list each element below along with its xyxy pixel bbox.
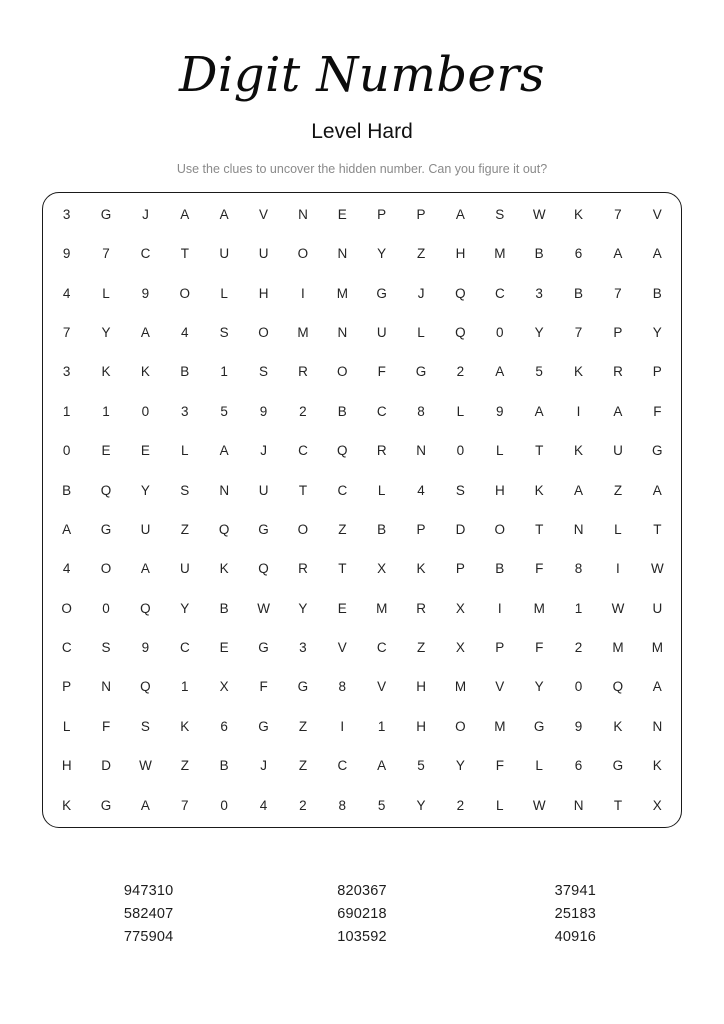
word-list-column xyxy=(42,880,255,949)
grid-cell[interactable]: K xyxy=(416,561,426,577)
grid-cell[interactable]: W xyxy=(532,797,546,813)
grid-cell[interactable]: G xyxy=(258,521,269,537)
grid-cell[interactable]: 0 xyxy=(62,443,71,459)
grid-cell[interactable]: P xyxy=(613,325,623,341)
grid-cell[interactable]: E xyxy=(337,600,347,616)
grid-cell[interactable]: C xyxy=(298,443,308,459)
grid-cell[interactable]: Q xyxy=(455,325,466,341)
grid-cell[interactable]: L xyxy=(496,797,504,813)
grid-cell[interactable]: G xyxy=(652,443,663,459)
grid-cell[interactable]: C xyxy=(494,285,505,301)
grid-cell[interactable]: W xyxy=(139,758,152,774)
grid-cell[interactable]: V xyxy=(495,679,505,695)
grid-cell[interactable]: S xyxy=(180,482,190,498)
grid-cell[interactable]: Y xyxy=(101,325,111,341)
word-list-item[interactable]: 820367 xyxy=(337,883,387,899)
grid-cell[interactable]: Y xyxy=(534,325,544,341)
grid-cell[interactable]: A xyxy=(455,206,465,222)
grid-cell[interactable]: 9 xyxy=(574,718,583,734)
word-search-grid-container xyxy=(42,192,682,828)
grid-cell[interactable]: V xyxy=(652,206,662,222)
grid-cell[interactable]: W xyxy=(650,561,664,577)
grid-cell[interactable]: T xyxy=(180,246,189,262)
grid-cell[interactable]: 2 xyxy=(299,403,307,419)
grid-cell[interactable]: F xyxy=(259,679,268,695)
grid-cell[interactable]: 9 xyxy=(141,285,150,301)
grid-cell[interactable]: C xyxy=(337,482,348,498)
grid-cell[interactable]: M xyxy=(494,246,506,262)
grid-cell[interactable]: B xyxy=(219,758,229,774)
grid-cell[interactable]: P xyxy=(62,679,72,695)
grid-cell[interactable]: N xyxy=(337,246,348,262)
grid-cell[interactable]: D xyxy=(455,521,466,537)
grid-cell[interactable]: A xyxy=(140,325,150,341)
grid-cell[interactable]: J xyxy=(260,443,267,459)
grid-cell[interactable]: 7 xyxy=(181,797,189,813)
grid-cell[interactable]: J xyxy=(417,285,425,301)
grid-cell[interactable]: 9 xyxy=(259,403,268,419)
grid-cell[interactable]: B xyxy=(652,285,662,301)
grid-cell[interactable]: Q xyxy=(612,679,624,695)
grid-cell[interactable]: P xyxy=(455,561,465,577)
grid-cell[interactable]: Q xyxy=(218,521,230,537)
grid-cell[interactable]: O xyxy=(297,521,309,537)
grid-cell[interactable]: O xyxy=(100,561,112,577)
grid-cell[interactable]: Y xyxy=(534,679,544,695)
grid-cell[interactable]: 4 xyxy=(259,797,268,813)
grid-cell[interactable]: 1 xyxy=(574,600,583,616)
word-list-item[interactable]: 582407 xyxy=(123,906,174,922)
grid-cell[interactable]: 3 xyxy=(535,285,543,301)
grid-cell[interactable]: 3 xyxy=(62,206,71,222)
grid-cell[interactable]: F xyxy=(495,758,504,774)
grid-cell[interactable]: 1 xyxy=(377,718,386,734)
grid-cell[interactable]: 8 xyxy=(417,403,425,419)
grid-cell[interactable]: 9 xyxy=(141,640,150,656)
grid-cell[interactable]: 3 xyxy=(181,403,189,419)
grid-cell[interactable]: Z xyxy=(416,246,426,262)
grid-cell[interactable]: 2 xyxy=(456,364,465,380)
grid-cell[interactable]: F xyxy=(653,403,662,419)
grid-cell[interactable]: B xyxy=(534,246,544,262)
grid-cell[interactable]: 0 xyxy=(496,325,504,341)
grid-cell[interactable]: L xyxy=(181,443,189,459)
grid-cell[interactable]: Q xyxy=(140,679,151,695)
grid-cell[interactable]: 0 xyxy=(574,679,583,695)
grid-cell[interactable]: R xyxy=(416,600,426,616)
grid-cell[interactable]: M xyxy=(376,600,388,616)
grid-cell[interactable]: G xyxy=(258,718,269,734)
grid-cell[interactable]: E xyxy=(101,443,111,459)
grid-cell[interactable]: P xyxy=(416,521,426,537)
grid-cell[interactable]: O xyxy=(337,364,348,380)
grid-cell[interactable]: 1 xyxy=(181,679,189,695)
grid-cell[interactable]: K xyxy=(652,758,662,774)
grid-cell[interactable]: 9 xyxy=(62,246,71,262)
grid-cell[interactable]: H xyxy=(416,718,426,734)
grid-cell[interactable]: Z xyxy=(180,758,189,774)
grid-cell[interactable]: J xyxy=(142,206,149,222)
grid-cell[interactable]: S xyxy=(495,206,505,222)
grid-cell[interactable]: 8 xyxy=(338,679,347,695)
grid-cell[interactable]: 4 xyxy=(417,482,425,498)
grid-cell[interactable]: 0 xyxy=(102,600,110,616)
grid-cell[interactable]: B xyxy=(574,285,584,301)
grid-cell[interactable]: H xyxy=(494,482,505,498)
grid-cell[interactable]: H xyxy=(416,679,426,695)
grid-cell[interactable]: N xyxy=(219,482,230,498)
grid-cell[interactable]: B xyxy=(337,403,347,419)
grid-cell[interactable]: 8 xyxy=(574,561,583,577)
grid-cell[interactable]: V xyxy=(259,206,269,222)
page-title: Digit Numbers xyxy=(178,47,546,103)
grid-cell[interactable]: K xyxy=(62,797,72,813)
difficulty-level: Level Hard xyxy=(311,120,413,143)
grid-cell[interactable]: M xyxy=(612,640,624,656)
grid-cell[interactable]: Z xyxy=(180,521,189,537)
grid-cell[interactable]: L xyxy=(417,325,425,341)
grid-cell[interactable]: B xyxy=(377,521,387,537)
grid-cell[interactable]: 3 xyxy=(299,640,307,656)
grid-cell[interactable]: X xyxy=(455,640,465,656)
grid-cell[interactable]: 4 xyxy=(62,561,71,577)
grid-cell[interactable]: T xyxy=(653,521,662,537)
grid-cell[interactable]: N xyxy=(101,679,111,695)
word-list-item[interactable]: 40916 xyxy=(554,929,596,945)
grid-cell[interactable]: G xyxy=(100,206,112,222)
grid-cell[interactable]: 9 xyxy=(496,403,504,419)
grid-cell[interactable]: 7 xyxy=(614,285,622,301)
grid-cell[interactable]: O xyxy=(61,600,72,616)
grid-cell[interactable]: M xyxy=(297,325,309,341)
grid-cell[interactable]: K xyxy=(180,718,190,734)
grid-cell[interactable]: M xyxy=(494,718,506,734)
grid-cell[interactable]: Y xyxy=(140,482,150,498)
grid-cell[interactable]: Q xyxy=(140,600,151,616)
grid-cell[interactable]: R xyxy=(613,364,623,380)
grid-cell[interactable]: A xyxy=(377,758,387,774)
grid-cell[interactable]: M xyxy=(336,285,348,301)
grid-cell[interactable]: K xyxy=(574,443,584,459)
grid-cell[interactable]: Q xyxy=(455,285,466,301)
grid-cell[interactable]: W xyxy=(257,600,270,616)
grid-cell[interactable]: X xyxy=(377,561,387,577)
word-list-item[interactable]: 37941 xyxy=(554,883,596,899)
grid-cell[interactable]: G xyxy=(100,797,112,813)
grid-cell[interactable]: L xyxy=(614,521,622,537)
grid-cell[interactable]: 5 xyxy=(220,403,228,419)
grid-cell[interactable]: E xyxy=(219,640,229,656)
grid-cell[interactable]: Z xyxy=(298,718,308,734)
grid-cell[interactable]: B xyxy=(180,364,190,380)
grid-cell[interactable]: U xyxy=(219,246,230,262)
grid-cell[interactable]: L xyxy=(535,758,543,774)
grid-cell[interactable]: Y xyxy=(377,246,387,262)
grid-cell[interactable]: V xyxy=(377,679,387,695)
grid-cell[interactable]: G xyxy=(415,364,427,380)
grid-cell[interactable]: X xyxy=(219,679,229,695)
grid-cell[interactable]: 1 xyxy=(220,364,228,380)
grid-cell[interactable]: S xyxy=(259,364,269,380)
grid-cell[interactable]: F xyxy=(535,640,544,656)
grid-cell[interactable]: T xyxy=(338,561,347,577)
grid-cell[interactable]: W xyxy=(532,206,546,222)
grid-cell[interactable]: 1 xyxy=(62,403,71,419)
grid-cell[interactable]: G xyxy=(533,718,545,734)
grid-cell[interactable]: A xyxy=(495,364,505,380)
grid-cell[interactable]: F xyxy=(535,561,544,577)
grid-cell[interactable]: A xyxy=(140,561,150,577)
grid-cell[interactable]: 5 xyxy=(535,364,543,380)
grid-cell[interactable]: 2 xyxy=(299,797,307,813)
grid-cell[interactable]: A xyxy=(140,797,150,813)
grid-cell[interactable]: N xyxy=(573,797,584,813)
grid-cell[interactable]: S xyxy=(101,640,111,656)
grid-cell[interactable]: R xyxy=(298,364,308,380)
grid-cell[interactable]: F xyxy=(101,718,111,734)
grid-cell[interactable]: U xyxy=(376,325,387,341)
grid-cell[interactable]: R xyxy=(298,561,308,577)
grid-cell[interactable]: O xyxy=(297,246,309,262)
grid-cell[interactable]: I xyxy=(497,600,502,616)
grid-cell[interactable]: H xyxy=(455,246,466,262)
grid-cell[interactable]: Z xyxy=(338,521,347,537)
grid-cell[interactable]: Y xyxy=(416,797,426,813)
grid-cell[interactable]: B xyxy=(62,482,72,498)
grid-cell[interactable]: L xyxy=(496,443,504,459)
grid-cell[interactable]: C xyxy=(179,640,190,656)
grid-cell[interactable]: R xyxy=(376,443,387,459)
grid-cell[interactable]: X xyxy=(652,797,662,813)
grid-cell[interactable]: B xyxy=(495,561,505,577)
grid-cell[interactable]: G xyxy=(100,521,112,537)
grid-cell[interactable]: A xyxy=(613,403,623,419)
grid-cell[interactable]: A xyxy=(180,206,190,222)
grid-cell[interactable]: S xyxy=(219,325,229,341)
grid-cell[interactable]: F xyxy=(377,364,386,380)
grid-cell[interactable]: Q xyxy=(337,443,348,459)
grid-cell[interactable]: I xyxy=(576,403,581,419)
grid-cell[interactable]: 5 xyxy=(417,758,425,774)
grid-cell[interactable]: M xyxy=(651,640,663,656)
grid-cell[interactable]: U xyxy=(258,482,269,498)
grid-cell[interactable]: U xyxy=(140,521,151,537)
word-list xyxy=(42,880,682,949)
grid-cell[interactable]: Z xyxy=(416,640,426,656)
grid-cell[interactable]: T xyxy=(535,521,544,537)
grid-cell[interactable]: A xyxy=(62,521,72,537)
grid-cell[interactable]: A xyxy=(613,246,623,262)
grid-cell[interactable]: Y xyxy=(298,600,308,616)
grid-cell[interactable]: 6 xyxy=(574,758,583,774)
grid-cell[interactable]: U xyxy=(179,561,190,577)
grid-cell[interactable]: N xyxy=(652,718,663,734)
grid-cell[interactable]: U xyxy=(258,246,269,262)
grid-cell[interactable]: A xyxy=(574,482,584,498)
grid-cell[interactable]: K xyxy=(574,364,584,380)
grid-cell[interactable]: 2 xyxy=(456,797,465,813)
grid-cell[interactable]: 0 xyxy=(456,443,465,459)
grid-cell[interactable]: K xyxy=(101,364,111,380)
grid-cell[interactable]: A xyxy=(652,679,662,695)
grid-cell[interactable]: U xyxy=(613,443,623,459)
grid-cell[interactable]: Y xyxy=(180,600,190,616)
grid-cell[interactable]: 3 xyxy=(62,364,71,380)
grid-cell[interactable]: A xyxy=(652,482,662,498)
grid-cell[interactable]: L xyxy=(102,285,110,301)
grid-cell[interactable]: C xyxy=(376,640,387,656)
grid-cell[interactable]: L xyxy=(62,718,71,734)
grid-cell[interactable]: H xyxy=(61,758,72,774)
grid-cell[interactable]: I xyxy=(301,285,305,301)
grid-cell[interactable]: 7 xyxy=(574,325,583,341)
grid-cell[interactable]: O xyxy=(258,325,269,341)
word-list-column xyxy=(255,880,468,949)
grid-cell[interactable]: 7 xyxy=(102,246,110,262)
grid-cell[interactable]: L xyxy=(220,285,228,301)
grid-cell[interactable]: L xyxy=(456,403,465,419)
grid-cell[interactable]: A xyxy=(219,443,229,459)
grid-cell[interactable]: K xyxy=(219,561,229,577)
page-header xyxy=(0,0,724,178)
grid-cell[interactable]: I xyxy=(340,718,345,734)
grid-cell[interactable]: K xyxy=(613,718,623,734)
grid-cell[interactable]: Z xyxy=(613,482,623,498)
grid-cell[interactable]: A xyxy=(534,403,544,419)
grid-cell[interactable]: 8 xyxy=(338,797,347,813)
grid-cell[interactable]: J xyxy=(260,758,267,774)
grid-cell[interactable]: 1 xyxy=(102,403,110,419)
word-search-grid[interactable] xyxy=(43,193,681,827)
grid-cell[interactable]: G xyxy=(297,679,309,695)
grid-cell[interactable]: N xyxy=(298,206,308,222)
grid-cell[interactable]: O xyxy=(455,718,466,734)
grid-cell[interactable]: M xyxy=(454,679,467,695)
grid-cell[interactable]: U xyxy=(652,600,663,616)
grid-cell[interactable]: A xyxy=(652,246,662,262)
grid-cell[interactable]: P xyxy=(652,364,662,380)
grid-cell[interactable]: 0 xyxy=(220,797,228,813)
grid-cell[interactable]: O xyxy=(494,521,506,537)
grid-cell[interactable]: G xyxy=(376,285,387,301)
grid-cell[interactable]: E xyxy=(337,206,347,222)
word-list-column xyxy=(469,880,682,949)
word-list-item[interactable]: 947310 xyxy=(123,883,174,899)
grid-cell[interactable]: H xyxy=(258,285,269,301)
grid-cell[interactable]: E xyxy=(140,443,150,459)
grid-cell[interactable]: T xyxy=(613,797,623,813)
grid-cell[interactable]: O xyxy=(179,285,191,301)
grid-cell[interactable]: A xyxy=(219,206,229,222)
grid-cell[interactable]: D xyxy=(101,758,111,774)
grid-cell[interactable]: T xyxy=(535,443,544,459)
grid-cell[interactable]: C xyxy=(61,640,72,656)
grid-cell[interactable]: C xyxy=(140,246,151,262)
grid-cell[interactable]: S xyxy=(140,718,150,734)
grid-cell[interactable]: C xyxy=(337,758,348,774)
grid-cell[interactable]: N xyxy=(416,443,426,459)
grid-cell[interactable]: 7 xyxy=(62,325,71,341)
grid-cell[interactable]: P xyxy=(377,206,387,222)
grid-cell[interactable]: K xyxy=(534,482,544,498)
grid-cell[interactable]: S xyxy=(455,482,465,498)
grid-cell[interactable]: G xyxy=(612,758,624,774)
grid-cell[interactable]: V xyxy=(337,640,347,656)
grid-cell[interactable]: 4 xyxy=(62,285,71,301)
grid-cell[interactable]: Z xyxy=(298,758,308,774)
grid-cell[interactable]: K xyxy=(140,364,150,380)
grid-cell[interactable]: X xyxy=(455,600,465,616)
grid-cell[interactable]: N xyxy=(337,325,348,341)
grid-cell[interactable]: B xyxy=(219,600,229,616)
word-list-item[interactable]: 25183 xyxy=(554,906,596,922)
grid-cell[interactable]: Q xyxy=(100,482,112,498)
grid-cell[interactable]: 2 xyxy=(574,640,583,656)
grid-cell[interactable]: 5 xyxy=(377,797,386,813)
grid-cell[interactable]: N xyxy=(573,521,584,537)
word-list-item[interactable]: 103592 xyxy=(337,929,387,945)
grid-cell[interactable]: T xyxy=(298,482,308,498)
grid-cell[interactable]: Y xyxy=(652,325,662,341)
grid-cell[interactable]: Q xyxy=(258,561,269,577)
grid-cell[interactable]: Y xyxy=(455,758,465,774)
grid-cell[interactable]: 7 xyxy=(614,206,622,222)
grid-cell[interactable]: G xyxy=(258,640,269,656)
instructions-text: Use the clues to uncover the hidden number. Can you figure it out? xyxy=(176,162,548,176)
grid-cell[interactable]: P xyxy=(495,640,505,656)
grid-cell[interactable]: P xyxy=(416,206,426,222)
word-list-item[interactable]: 690218 xyxy=(337,906,387,922)
grid-cell[interactable]: L xyxy=(377,482,386,498)
grid-cell[interactable]: 0 xyxy=(141,403,150,419)
grid-cell[interactable]: C xyxy=(376,403,387,419)
grid-cell[interactable]: K xyxy=(574,206,584,222)
grid-cell[interactable]: W xyxy=(611,600,625,616)
grid-cell[interactable]: I xyxy=(616,561,620,577)
grid-cell[interactable]: M xyxy=(533,600,545,616)
grid-cell[interactable]: 4 xyxy=(181,325,189,341)
grid-cell[interactable]: 6 xyxy=(220,718,228,734)
grid-cell[interactable]: 6 xyxy=(574,246,583,262)
word-list-item[interactable]: 775904 xyxy=(123,929,174,945)
